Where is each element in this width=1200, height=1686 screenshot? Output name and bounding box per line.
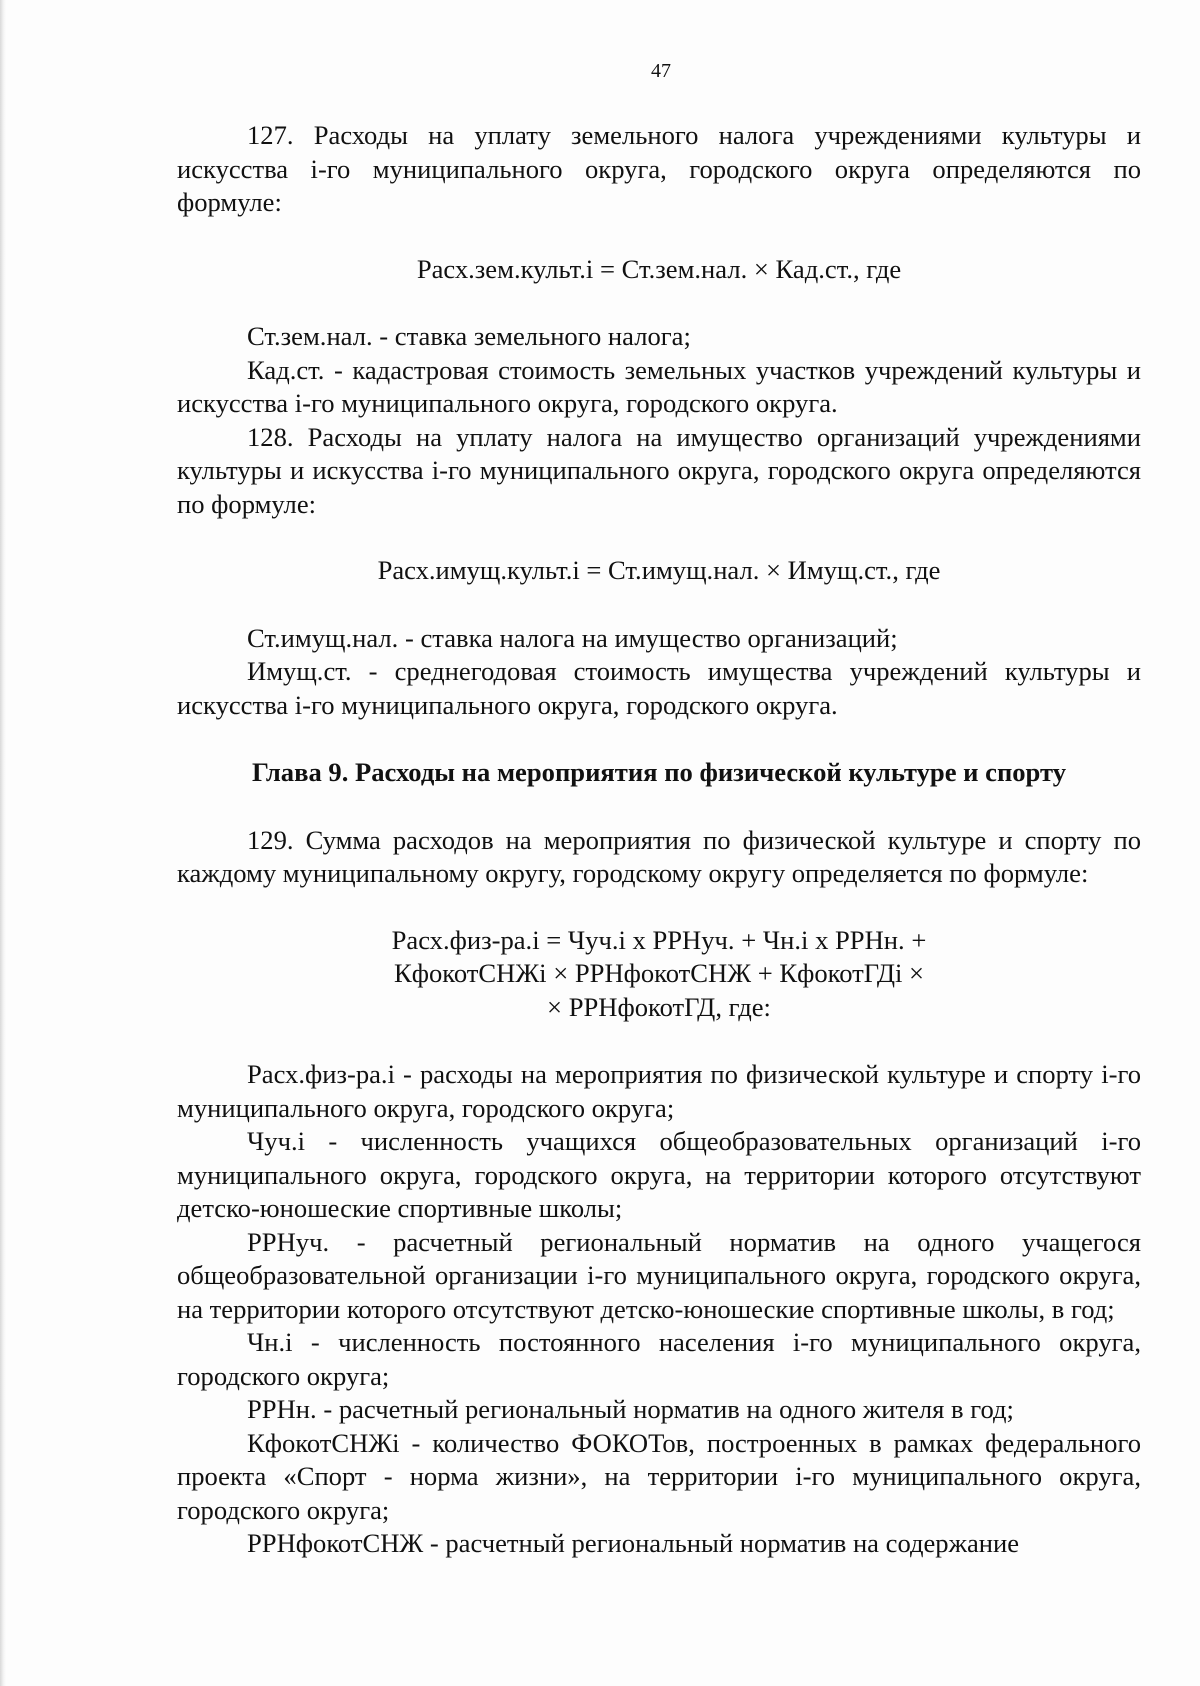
definition-sport-expenses: Расх.физ-ра.i - расходы на мероприятия по физической культуре и спорту i-го муниципального округа, городского округа; [177,1059,1141,1123]
definition-fokot-norm: РРНфокотСНЖ - расчетный региональный норматив на содержание [247,1528,1020,1558]
formula-129-line-2: КфокотСНЖi × РРНфокотСНЖ + КфокотГДi × [394,958,924,988]
definition-land-tax-rate: Ст.зем.нал. - ставка земельного налога; [247,321,691,351]
chapter-9-heading: Глава 9. Расходы на мероприятия по физической культуре и спорту [251,757,1067,787]
formula-127 [177,253,1141,287]
paragraph-129: 129. Сумма расходов на мероприятия по физической культуре и спорту по каждому муниципальному округу, городскому округу определяется по формуле: [177,824,1141,888]
paragraph-128: 128. Расходы на уплату налога на имущество организаций учреждениями культуры и искусства i-го муниципального округа, городского округа определяются по формуле: [177,421,1141,519]
definition-property-tax-rate: Ст.имущ.нал. - ставка налога на имущество организаций; [247,622,898,653]
formula-128 [177,554,1141,588]
formula-127-line: Расх.зем.культ.i = Ст.зем.нал. × Кад.ст., где [416,253,902,284]
formula-129-line-1: Расх.физ-ра.i = Чуч.i х РРНуч. + Чн.i х РРНн. + [391,924,927,955]
page-number: 47 [651,60,671,82]
paragraph-127: 127. Расходы на уплату земельного налога учреждениями культуры и искусства i-го муниципального округа, городского округа определяются по формуле: [177,120,1141,217]
document-body [177,119,1141,1561]
definition-population-count: Чн.i - численность постоянного населения i-го муниципального округа, городского округа; [177,1327,1141,1391]
formula-128-line: Расх.имущ.культ.i = Ст.имущ.нал. × Имущ.ст., где [377,555,941,585]
formula-129-line-3: × РРНфокотГД, где: [547,991,771,1022]
formula-129 [177,924,1141,1025]
definition-property-value: Имущ.ст. - среднегодовая стоимость имущества учреждений культуры и искусства i-го муниципального округа, городского округа. [177,656,1141,720]
definition-students-count: Чуч.i - численность учащихся общеобразовательных организаций i-го муниципального округа, городского округа, на территории которого отсутствуют детско-юношеские спортивные школы; [177,1126,1141,1223]
definition-student-norm: РРНуч. - расчетный региональный норматив на одного учащегося общеобразовательной организации i-го муниципального округа, городского округа, на территории которого отсутствуют детско-юношеские спортивные школы, в год; [177,1226,1141,1324]
definition-fokot-count: КфокотСНЖi - количество ФОКОТов, построенных в рамках федерального проекта «Спорт - норма жизни», на территории i-го муниципального округа, городского округа; [177,1427,1141,1525]
scan-edge [0,0,6,1686]
definition-resident-norm: РРНн. - расчетный региональный норматив на одного жителя в год; [247,1394,1014,1424]
definition-cadastral-value: Кад.ст. - кадастровая стоимость земельных участков учреждений культуры и искусства i-го муниципального округа, городского округа. [177,354,1141,418]
